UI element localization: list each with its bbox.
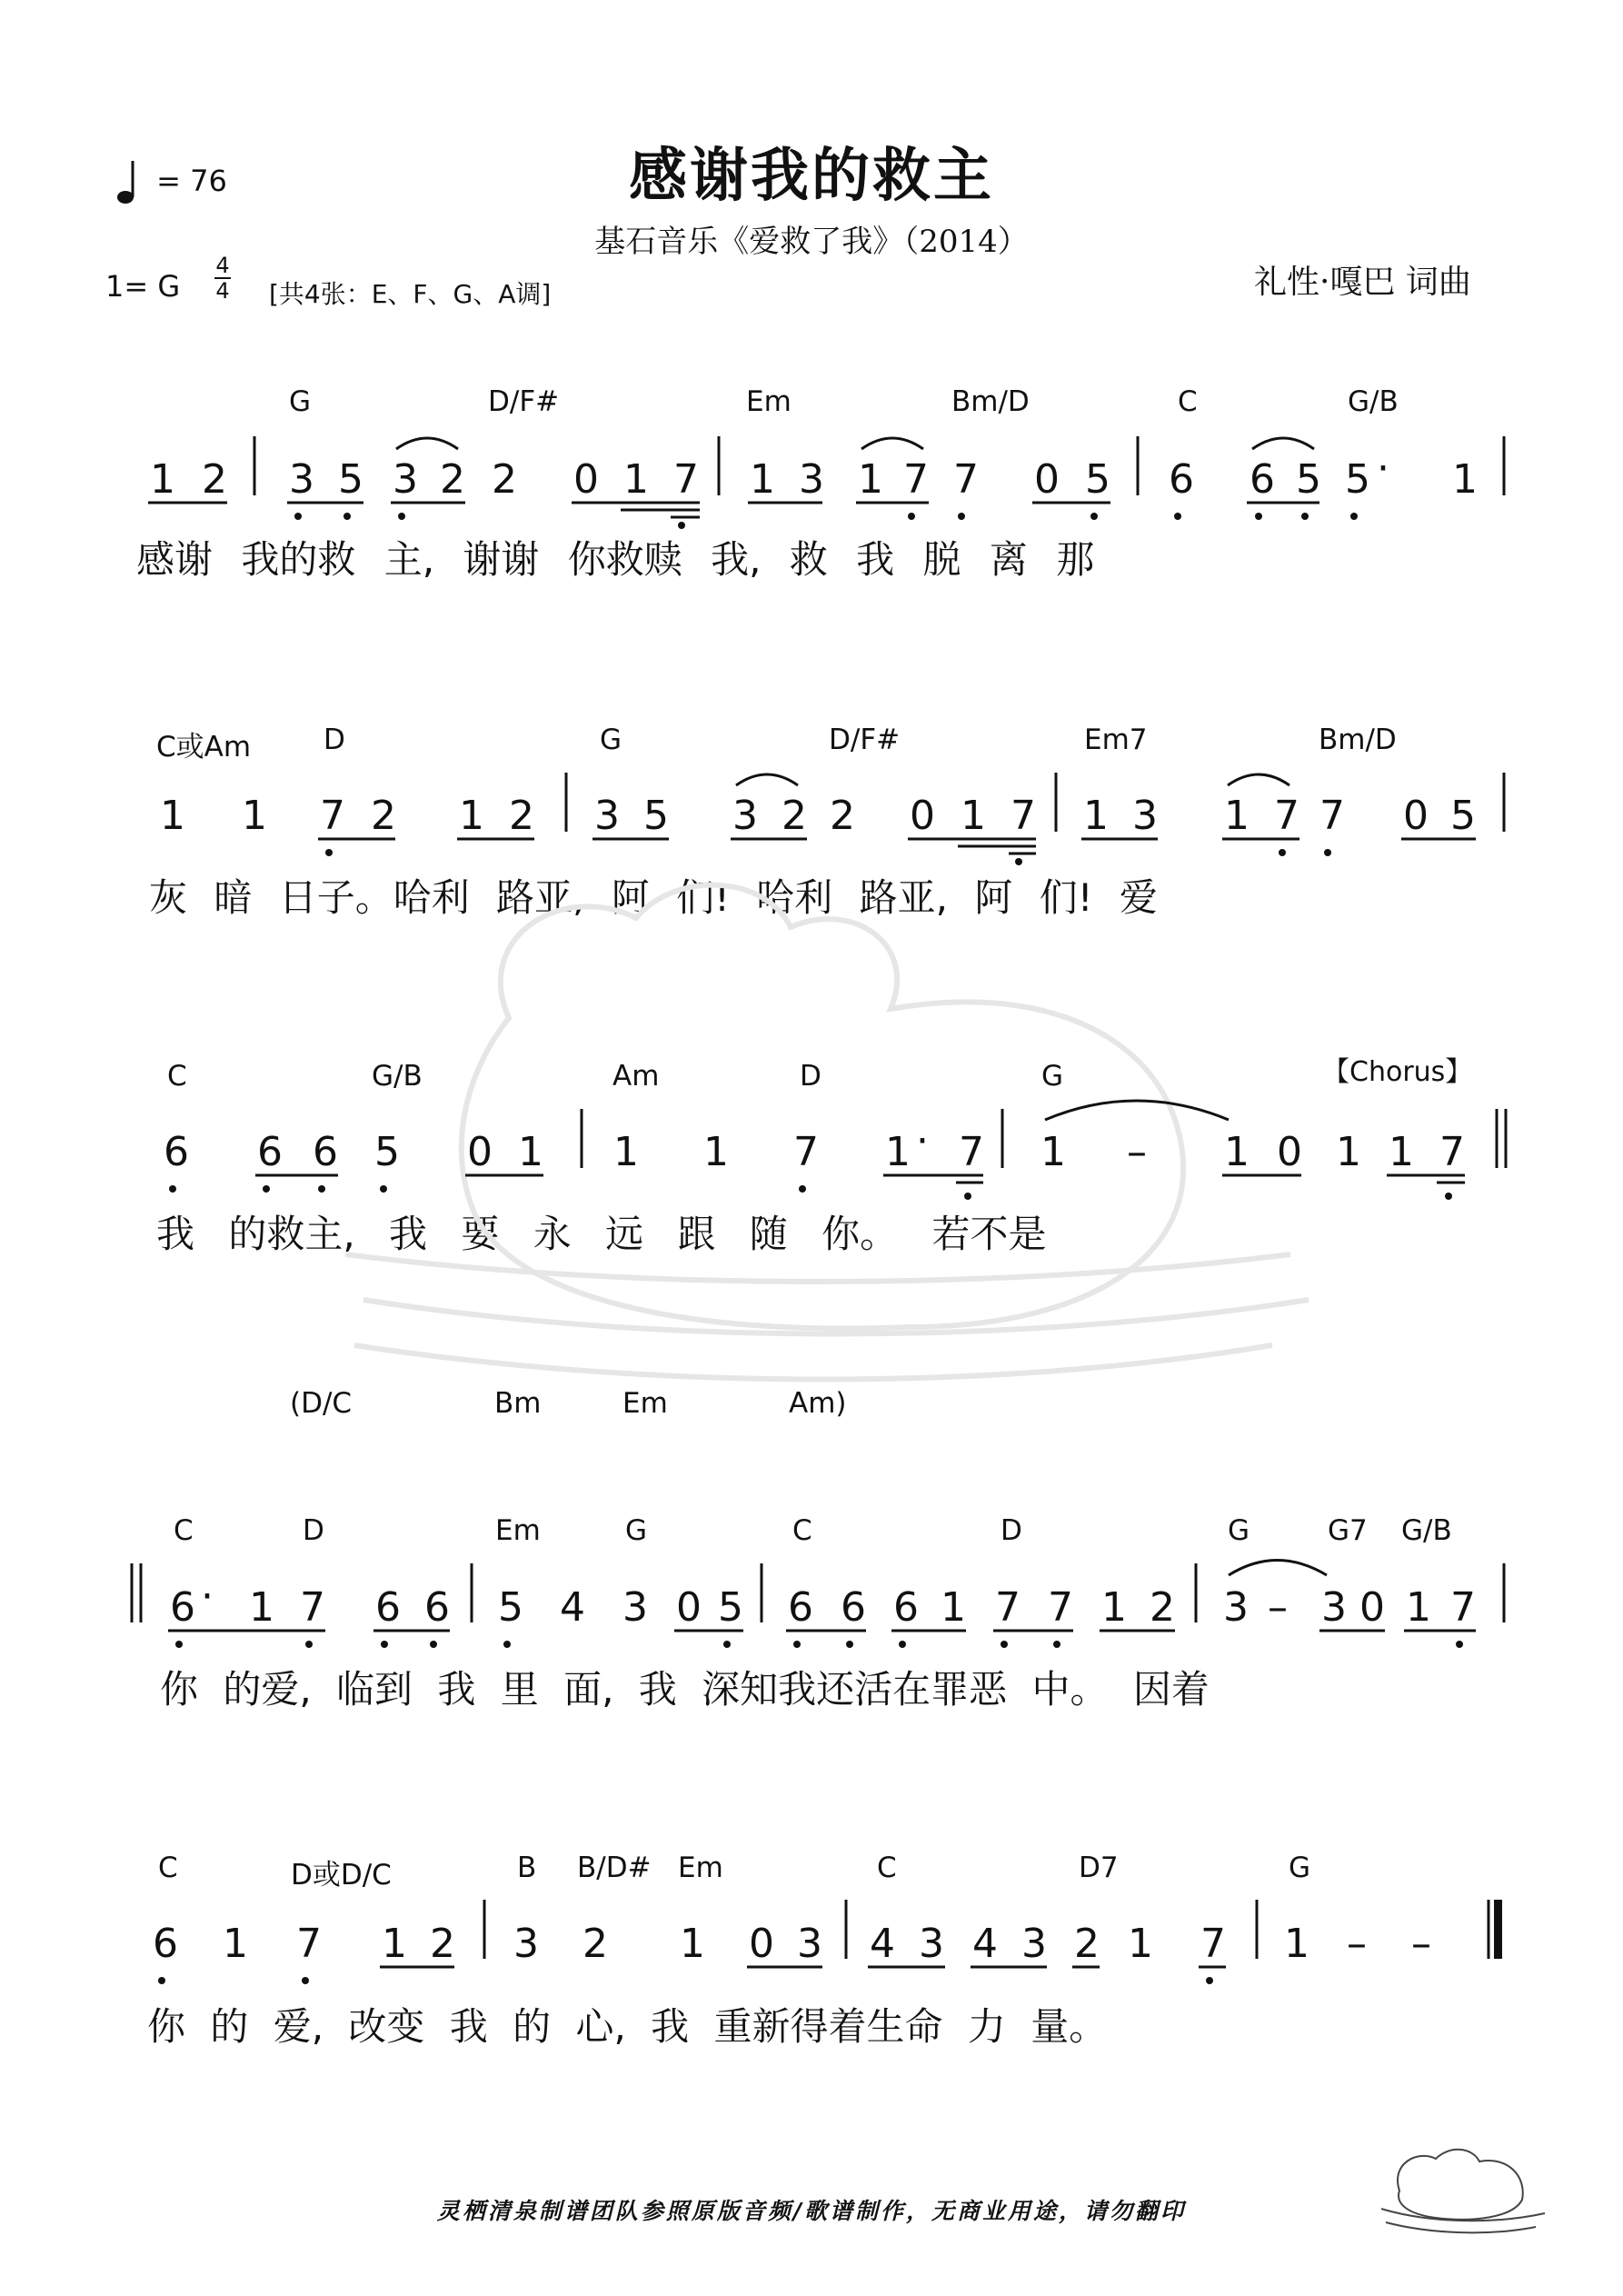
chord: C或Am: [156, 731, 252, 764]
svg-text:0: 0: [749, 1921, 774, 1967]
svg-text:3: 3: [1132, 793, 1158, 839]
svg-text:7: 7: [300, 1584, 325, 1631]
chord: D: [324, 724, 345, 756]
chord: C: [792, 1514, 812, 1547]
svg-text:1: 1: [223, 1921, 248, 1967]
svg-text:·: ·: [201, 1573, 214, 1620]
svg-text:2: 2: [582, 1921, 608, 1967]
svg-text:1: 1: [1101, 1584, 1127, 1631]
chord: D: [1001, 1514, 1022, 1547]
svg-text:7: 7: [1048, 1584, 1073, 1631]
svg-text:3: 3: [1321, 1584, 1347, 1631]
chord: G/B: [372, 1060, 423, 1093]
alt-chord: Em: [622, 1387, 668, 1420]
svg-text:3: 3: [393, 456, 418, 503]
section-label: 【Chorus】: [1322, 1056, 1473, 1088]
chord: Em: [678, 1852, 723, 1884]
svg-text:0: 0: [467, 1129, 493, 1175]
svg-text:0: 0: [1359, 1584, 1385, 1631]
lyric-line: 灰 暗 日子。哈利 路亚, 阿 们! 哈利 路亚, 阿 们! 爱: [149, 875, 1158, 920]
svg-text:7: 7: [1274, 793, 1299, 839]
svg-text:3: 3: [594, 793, 620, 839]
svg-text:0: 0: [1277, 1129, 1302, 1175]
svg-text:6: 6: [375, 1584, 401, 1631]
svg-text:6: 6: [313, 1129, 338, 1175]
svg-text:5: 5: [718, 1584, 743, 1631]
alt-chord: Am): [789, 1387, 847, 1420]
footer-notice: 灵栖清泉制谱团队参照原版音频/歌谱制作，无商业用途，请勿翻印: [436, 2198, 1187, 2224]
chord: C: [167, 1060, 187, 1093]
svg-text:1: 1: [941, 1584, 966, 1631]
lyric-line: 我 的救主, 我 要 永 远 跟 随 你。 若不是: [156, 1212, 1047, 1256]
chord: D/F#: [488, 385, 560, 418]
svg-text:1: 1: [750, 456, 775, 503]
chord: D: [303, 1514, 324, 1547]
chord: G: [289, 385, 312, 418]
chord: Em7: [1084, 724, 1148, 756]
chord: Am: [612, 1060, 660, 1093]
svg-text:1: 1: [623, 456, 649, 503]
svg-text:7: 7: [793, 1129, 819, 1175]
chord: C: [877, 1852, 897, 1884]
svg-text:2: 2: [371, 793, 396, 839]
svg-text:1: 1: [1041, 1129, 1066, 1175]
svg-text:7: 7: [1439, 1129, 1465, 1175]
svg-text:–: –: [1268, 1584, 1288, 1631]
staff-notes: [132, 436, 1506, 1984]
chord: C: [158, 1852, 178, 1884]
alt-chord: Bm: [494, 1387, 542, 1420]
svg-text:·: ·: [916, 1118, 929, 1164]
svg-text:1: 1: [613, 1129, 639, 1175]
svg-text:1: 1: [1406, 1584, 1431, 1631]
svg-text:0: 0: [1403, 793, 1429, 839]
svg-text:7: 7: [1319, 793, 1345, 839]
svg-text:7: 7: [959, 1129, 984, 1175]
svg-text:6: 6: [1169, 456, 1194, 503]
svg-text:7: 7: [673, 456, 699, 503]
svg-text:4: 4: [870, 1921, 895, 1967]
key-signature: 1= G: [105, 269, 181, 304]
chord: Em: [746, 385, 792, 418]
svg-text:2: 2: [202, 456, 227, 503]
svg-text:7: 7: [903, 456, 929, 503]
chord: D/F#: [829, 724, 901, 756]
chord: D或D/C: [291, 1859, 392, 1892]
chord: D: [800, 1060, 821, 1093]
svg-text:1: 1: [1336, 1129, 1361, 1175]
svg-text:1: 1: [518, 1129, 543, 1175]
svg-text:1: 1: [382, 1921, 407, 1967]
svg-text:6: 6: [788, 1584, 813, 1631]
svg-text:3: 3: [513, 1921, 539, 1967]
song-title: 感谢我的救主: [629, 143, 994, 210]
svg-text:4: 4: [972, 1921, 998, 1967]
svg-text:7: 7: [995, 1584, 1021, 1631]
svg-text:2: 2: [440, 456, 465, 503]
svg-text:5: 5: [338, 456, 363, 503]
svg-text:0: 0: [676, 1584, 702, 1631]
lyric-line: 你 的爱, 临到 我 里 面, 我 深知我还活在罪恶 中。 因着: [160, 1667, 1210, 1712]
svg-text:1: 1: [242, 793, 267, 839]
chord: G: [1289, 1852, 1311, 1884]
svg-text:1: 1: [703, 1129, 729, 1175]
chord: Bm/D: [1319, 724, 1397, 756]
svg-text:0: 0: [573, 456, 599, 503]
svg-text:4: 4: [560, 1584, 585, 1631]
svg-text:5: 5: [374, 1129, 400, 1175]
svg-text:1: 1: [150, 456, 175, 503]
svg-text:3: 3: [622, 1584, 648, 1631]
svg-text:5: 5: [1296, 456, 1321, 503]
svg-text:5: 5: [1450, 793, 1476, 839]
svg-text:1: 1: [1389, 1129, 1414, 1175]
svg-text:3: 3: [799, 456, 824, 503]
svg-text:1: 1: [1284, 1921, 1309, 1967]
svg-text:2: 2: [509, 793, 534, 839]
lyric-line: 感谢 我的救 主, 谢谢 你救赎 我, 救 我 脱 离 那: [136, 537, 1095, 582]
svg-text:2: 2: [492, 456, 517, 503]
svg-text:1: 1: [249, 1584, 274, 1631]
svg-text:7: 7: [320, 793, 345, 839]
svg-text:6: 6: [841, 1584, 866, 1631]
author-credit: 礼性·嘎巴 词曲: [1254, 264, 1471, 301]
svg-text:1: 1: [885, 1129, 911, 1175]
chord: C: [1178, 385, 1198, 418]
svg-text:5: 5: [498, 1584, 523, 1631]
chord: G/B: [1401, 1514, 1452, 1547]
chord: G7: [1328, 1514, 1368, 1547]
svg-text:3: 3: [797, 1921, 822, 1967]
svg-text:1: 1: [1224, 793, 1250, 839]
chord: B/D#: [577, 1852, 652, 1884]
svg-text:6: 6: [1250, 456, 1275, 503]
svg-text:6: 6: [153, 1921, 178, 1967]
svg-text:1: 1: [459, 793, 484, 839]
svg-text:·: ·: [1377, 445, 1389, 492]
key-note: [共4张：E、F、G、A调]: [269, 279, 552, 309]
svg-text:3: 3: [919, 1921, 944, 1967]
chord: Em: [495, 1514, 541, 1547]
svg-text:2: 2: [430, 1921, 455, 1967]
chord: G: [1228, 1514, 1250, 1547]
svg-text:6: 6: [424, 1584, 450, 1631]
svg-text:2: 2: [830, 793, 855, 839]
svg-text:2: 2: [1150, 1584, 1175, 1631]
chord: B: [517, 1852, 537, 1884]
lyric-line: 你 的 爱, 改变 我 的 心, 我 重新得着生命 力 量。: [147, 2004, 1108, 2049]
svg-text:1: 1: [961, 793, 986, 839]
alt-chord: (D/C: [290, 1387, 353, 1420]
tempo-value: = 76: [156, 164, 227, 198]
svg-text:0: 0: [1034, 456, 1060, 503]
svg-text:5: 5: [1085, 456, 1110, 503]
svg-text:1: 1: [1128, 1921, 1153, 1967]
svg-text:–: –: [1347, 1921, 1367, 1967]
svg-text:7: 7: [1200, 1921, 1226, 1967]
chord: Bm/D: [951, 385, 1030, 418]
svg-text:–: –: [1411, 1921, 1431, 1967]
svg-text:–: –: [1127, 1129, 1147, 1175]
svg-text:3: 3: [1223, 1584, 1249, 1631]
svg-text:2: 2: [1074, 1921, 1100, 1967]
svg-text:0: 0: [910, 793, 935, 839]
chord: G/B: [1348, 385, 1399, 418]
svg-text:3: 3: [1021, 1921, 1047, 1967]
svg-text:2: 2: [782, 793, 807, 839]
chord: D7: [1079, 1852, 1119, 1884]
svg-text:1: 1: [160, 793, 185, 839]
chord: C: [174, 1514, 194, 1547]
svg-text:3: 3: [732, 793, 758, 839]
chord: G: [1041, 1060, 1064, 1093]
svg-text:1: 1: [1224, 1129, 1250, 1175]
svg-text:1: 1: [1083, 793, 1109, 839]
svg-text:5: 5: [643, 793, 669, 839]
chord: G: [600, 724, 622, 756]
svg-text:1: 1: [858, 456, 883, 503]
svg-text:7: 7: [1450, 1584, 1476, 1631]
song-subtitle: 基石音乐《爱救了我》（2014）: [594, 224, 1029, 260]
svg-text:5: 5: [1345, 456, 1370, 503]
svg-text:1: 1: [680, 1921, 705, 1967]
svg-text:1: 1: [1452, 456, 1478, 503]
svg-text:3: 3: [289, 456, 314, 503]
svg-text:6: 6: [164, 1129, 189, 1175]
svg-text:7: 7: [1011, 793, 1036, 839]
svg-text:7: 7: [296, 1921, 322, 1967]
svg-text:6: 6: [893, 1584, 919, 1631]
svg-text:6: 6: [257, 1129, 283, 1175]
time-signature: 4 4: [215, 253, 230, 304]
svg-text:7: 7: [953, 456, 979, 503]
chord: G: [625, 1514, 648, 1547]
svg-text:6: 6: [170, 1584, 195, 1631]
